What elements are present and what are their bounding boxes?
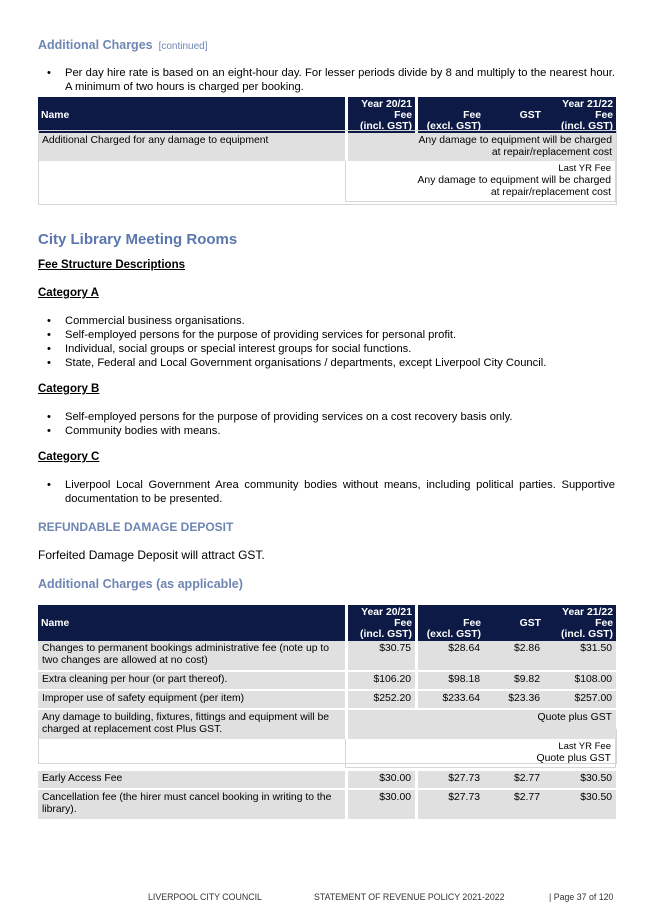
- additional-charges-heading: [38, 38, 208, 52]
- list-item: • Commercial business organisations.: [38, 314, 615, 328]
- fee-excl: $27.73: [415, 771, 484, 790]
- table-row: [38, 691, 616, 710]
- page-title: City Library Meeting Rooms: [38, 231, 238, 248]
- list-item: • State, Federal and Local Government organisations / departments, except Liverpool City Council.: [38, 356, 615, 370]
- gst-note: (excl. GST): [426, 121, 481, 132]
- fee-incl: $31.50: [544, 641, 616, 672]
- footer-page-number: | Page 37 of 120: [549, 892, 614, 902]
- row-name: Additional Charged for any damage to equipment: [38, 133, 345, 161]
- continued-label: [continued]: [158, 41, 208, 52]
- fee-label: Fee: [595, 110, 613, 121]
- table-row: [38, 641, 616, 672]
- heading-text: Additional Charges: [38, 38, 153, 52]
- gst: $23.36: [484, 691, 544, 710]
- footer-council: LIVERPOOL CITY COUNCIL: [148, 892, 262, 902]
- last-year-label: Last YR Fee: [558, 163, 611, 174]
- fee-2021: $30.00: [345, 790, 415, 819]
- category-c-heading: Category C: [38, 451, 100, 463]
- col-name: Name: [38, 605, 345, 641]
- category-a-list: [38, 314, 615, 370]
- table-row: [38, 790, 616, 819]
- row-value: Quote plus GST: [345, 710, 616, 739]
- list-item: • Per day hire rate is based on an eight-hour day. For lesser periods divide by 8 and multiply to the nearest hour. A minimum of two hours is charged per booking.: [38, 66, 615, 94]
- fee-label: Fee: [394, 618, 412, 629]
- additional-charges-table: [38, 605, 616, 819]
- list-item: • Self-employed persons for the purpose of providing services on a cost recovery basis only.: [38, 410, 615, 424]
- value-text: Any damage to equipment will be charged at repair/replacement cost: [418, 135, 612, 158]
- table-row: [38, 672, 616, 691]
- gst-note: (incl. GST): [561, 121, 613, 132]
- fee-excl: $98.18: [415, 672, 484, 691]
- col-year-2021: Year 20/21: [345, 97, 415, 110]
- col-gst: GST: [484, 110, 544, 133]
- fee-label: Fee: [463, 618, 481, 629]
- col-gst: GST: [484, 618, 544, 641]
- gst-note: (incl. GST): [360, 629, 412, 640]
- list-item: • Individual, social groups or special interest groups for social functions.: [38, 342, 615, 356]
- table-outline: [38, 729, 617, 764]
- gst: $2.86: [484, 641, 544, 672]
- fee-2021: $106.20: [345, 672, 415, 691]
- row-name: Early Access Fee: [38, 771, 345, 790]
- table-header: [38, 97, 616, 110]
- fee-2021: $30.00: [345, 771, 415, 790]
- gst: $2.77: [484, 771, 544, 790]
- footer-statement: STATEMENT OF REVENUE POLICY 2021-2022: [314, 892, 505, 902]
- col-year-2122: Year 21/22: [415, 97, 616, 110]
- row-name: Changes to permanent bookings administrative fee (note up to two changes are allowed at no cost): [38, 641, 345, 672]
- refundable-deposit-heading: REFUNDABLE DAMAGE DEPOSIT: [38, 520, 234, 534]
- col-name: Name: [38, 97, 345, 133]
- fee-incl: $108.00: [544, 672, 616, 691]
- row-name: Any damage to building, fixtures, fittings and equipment will be charged at replacement cost Plus GST.: [38, 710, 345, 739]
- last-year-value: Quote plus GST: [536, 753, 611, 764]
- gst: $9.82: [484, 672, 544, 691]
- fee-excl: $233.64: [415, 691, 484, 710]
- fee-excl: $28.64: [415, 641, 484, 672]
- list-item: • Liverpool Local Government Area community bodies without means, including political parties. Supportive documentation to be presented.: [38, 478, 615, 506]
- fee-label: Fee: [394, 110, 412, 121]
- forfeited-deposit-text: Forfeited Damage Deposit will attract GST.: [38, 548, 265, 562]
- category-b-list: [38, 410, 615, 438]
- table-row: [38, 771, 616, 790]
- fee-2021: $30.75: [345, 641, 415, 672]
- fee-2021: $252.20: [345, 691, 415, 710]
- fee-label: Fee: [595, 618, 613, 629]
- gst-note: (incl. GST): [561, 629, 613, 640]
- gst-note: (incl. GST): [360, 121, 412, 132]
- fee-incl: $257.00: [544, 691, 616, 710]
- fee-incl: $30.50: [544, 771, 616, 790]
- gst-note: (excl. GST): [426, 629, 481, 640]
- col-fee-excl: [415, 618, 484, 641]
- fee-incl: $30.50: [544, 790, 616, 819]
- table-outline: [38, 130, 617, 205]
- fee-label: Fee: [463, 110, 481, 121]
- category-a-heading: Category A: [38, 287, 99, 299]
- last-year-label: Last YR Fee: [558, 741, 611, 752]
- col-fee-incl-2021: [345, 618, 415, 641]
- hire-rate-note: [38, 66, 615, 94]
- row-name: Extra cleaning per hour (or part thereof).: [38, 672, 345, 691]
- row-name: Cancellation fee (the hirer must cancel booking in writing to the library).: [38, 790, 345, 819]
- fee-structure-heading: Fee Structure Descriptions: [38, 259, 185, 271]
- col-year-2021: Year 20/21: [345, 605, 415, 618]
- fee-excl: $27.73: [415, 790, 484, 819]
- additional-charges-applicable-heading: Additional Charges (as applicable): [38, 577, 243, 591]
- col-year-2122: Year 21/22: [415, 605, 616, 618]
- col-fee-incl-2122: [544, 618, 616, 641]
- list-item: • Community bodies with means.: [38, 424, 615, 438]
- category-b-heading: Category B: [38, 383, 100, 395]
- gst: $2.77: [484, 790, 544, 819]
- table-header: [38, 605, 616, 618]
- row-name: Improper use of safety equipment (per item): [38, 691, 345, 710]
- category-c-list: [38, 478, 615, 506]
- last-year-value: Any damage to equipment will be charged at repair/replacement cost: [417, 175, 611, 198]
- list-item: • Self-employed persons for the purpose of providing services for personal profit.: [38, 328, 615, 342]
